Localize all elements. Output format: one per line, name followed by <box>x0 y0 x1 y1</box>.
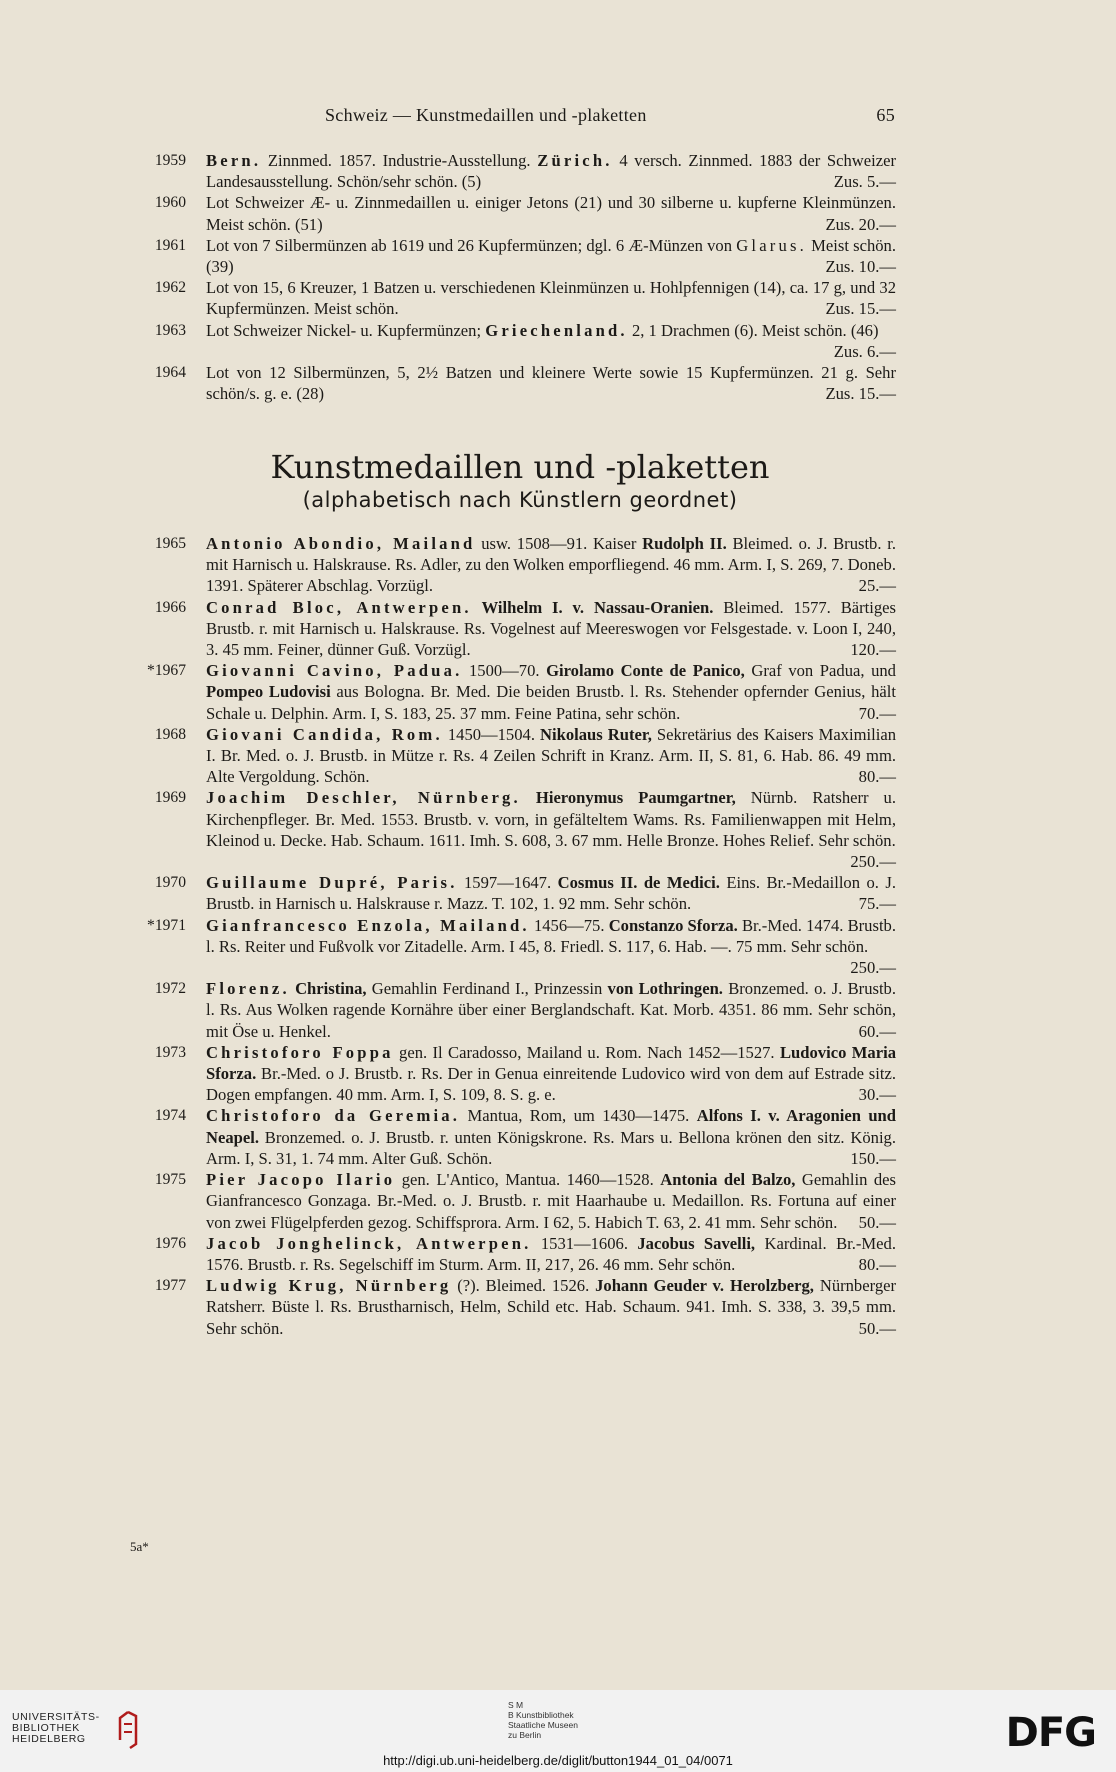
description-text: Bleimed. 1577. Bärtiges Brustb. r. mit Harnisch u. Halskrause. Rs. Vogelnest auf Meereswogen vor Felsgestade. v. Loon I, 240, 3. 45 mm. Feiner, dünner Guß. Vorzügl. <box>206 597 896 660</box>
lot-price: 50.— <box>858 1318 896 1338</box>
lot-description <box>206 362 896 404</box>
person-name: Jacobus Savelli, <box>637 1233 756 1253</box>
person-name: Christina, <box>295 979 367 999</box>
signature-mark: 5a* <box>130 1539 149 1554</box>
description-text: Lot Schweizer Nickel- u. Kupfermünzen; <box>206 320 486 340</box>
lot-price: 25.— <box>858 576 896 596</box>
artist-or-place: Antonio Abondio, Mailand <box>206 534 476 553</box>
lot-price: Zus. 20.— <box>825 214 896 234</box>
description-text: gen. L'Antico, Mantua. 1460—1528. <box>395 1170 661 1190</box>
lot-number: 1962 <box>154 279 186 297</box>
page-number: 65 <box>876 105 895 125</box>
description-text: (?). Bleimed. 1526. <box>451 1276 596 1296</box>
description-text: Kardinal. Br.-Med. 1576. Brustb. r. Rs. Segelschiff im Sturm. Arm. II, 217, 26. 46 mm. Sehr schön. <box>206 1233 896 1274</box>
lot-number: 1974 <box>154 1107 186 1125</box>
lot-price: 80.— <box>858 1254 896 1274</box>
description-text: 1597—1647. <box>457 873 558 893</box>
person-name: Ludovico Maria Sforza. <box>206 1042 896 1084</box>
university-mark-icon <box>116 1710 140 1750</box>
lot-description <box>206 978 896 1042</box>
artist-or-place: Ludwig Krug, Nürnberg <box>206 1276 452 1296</box>
section-title: Kunstmedaillen und -plaketten <box>270 448 770 486</box>
artist-or-place: Guillaume Dupré, Paris. <box>206 873 458 893</box>
lot-price: Zus. 6.— <box>833 341 896 361</box>
lot-price: 120.— <box>850 640 896 660</box>
artist-or-place: Christoforo Foppa <box>206 1042 394 1062</box>
page-header <box>140 105 895 129</box>
lot-entry <box>130 277 896 319</box>
lot-price: Zus. 15.— <box>825 299 896 319</box>
artist-or-place: Pier Jacopo Ilario <box>206 1170 396 1190</box>
description-text: Bronzemed. o. J. Brustb. l. Rs. Aus Wolken ragende Kornähre über einer Berglandschaft. Kat. Morb. 4351. 86 mm. Sehr schön, mit Öse u. Henkel. <box>206 979 897 1041</box>
description-text: Eins. Br.-Medaillon o. J. Brustb. in Harnisch u. Halskrause r. Mazz. T. 102, 1. 92 mm. Sehr schön. <box>206 873 896 914</box>
description-text: Lot von 15, 6 Kreuzer, 1 Batzen u. verschiedenen Kleinmünzen u. Hohlpfennigen (14), ca. 17 g, und 32 Kupfermünzen. Meist schön. <box>206 278 896 319</box>
person-name: Hieronymus Paumgartner, <box>535 788 736 808</box>
artist-or-place: Joachim Deschler, Nürnberg. <box>206 788 521 808</box>
artist-or-place: Bern. <box>206 151 262 170</box>
artist-or-place: Giovani Candida, Rom. <box>206 724 443 744</box>
description-text: Lot von 7 Silbermünzen ab 1619 und 26 Kupfermünzen; dgl. 6 Æ-Münzen von <box>206 235 737 255</box>
description-text: aus Bologna. Br. Med. Die beiden Brustb. l. Rs. Stehender opfernder Genius, hält Schale u. Delphin. Arm. I, S. 183, 25. 37 mm. Feine Patina, sehr schön. <box>206 682 897 723</box>
lot-description <box>206 1169 896 1233</box>
description-text: Meist schön. (39) <box>206 235 896 277</box>
lot-price: 80.— <box>858 767 896 787</box>
lot-description <box>206 150 896 192</box>
lot-price: 70.— <box>858 703 896 723</box>
lot-number: 1961 <box>154 236 186 254</box>
lot-number: 1965 <box>154 535 186 552</box>
lot-entry <box>130 150 896 192</box>
library-credit: S M B Kunstbibliothek Staatliche Museen zu Berlin <box>508 1700 578 1740</box>
description-text: 4 versch. Zinnmed. 1883 der Schweizer Landesausstellung. Schön/sehr schön. (5) <box>206 151 896 192</box>
lot-description <box>206 1233 896 1275</box>
lot-number: *1971 <box>147 916 186 934</box>
lot-entry <box>130 660 896 724</box>
lot-entry <box>130 320 896 362</box>
person-name: Wilhelm I. v. Nassau-Oranien. <box>481 597 714 617</box>
description-text: Bronzemed. o. J. Brustb. r. unten Königskrone. Rs. Mars u. Bellona krönen den sitz. König. Arm. I, S. 31, 1. 74 mm. Alter Guß. Schön. <box>206 1127 896 1168</box>
digitization-footer <box>0 1690 1116 1772</box>
lot-price: Zus. 10.— <box>825 257 896 277</box>
lot-number: 1959 <box>154 152 186 169</box>
description-text: Graf von Padua, und <box>744 661 896 681</box>
lot-number: 1968 <box>154 725 186 743</box>
description-text: 1500—70. <box>462 661 547 681</box>
description-text: Mantua, Rom, um 1430—1475. <box>460 1106 697 1126</box>
lot-price: 50.— <box>858 1212 896 1232</box>
person-name: Constanzo Sforza. <box>608 915 738 935</box>
lot-entry <box>130 787 896 872</box>
lot-number: 1964 <box>154 364 186 382</box>
description-text: 1456—75. <box>529 915 609 935</box>
lot-entry <box>130 1105 896 1169</box>
dfg-logo[interactable]: DFG <box>1005 1710 1096 1756</box>
description-text: 2, 1 Drachmen (6). Meist schön. (46) <box>627 320 879 340</box>
lot-entry <box>130 362 896 404</box>
lot-entry <box>130 1042 896 1106</box>
lot-description <box>206 597 896 661</box>
lot-description <box>206 724 896 788</box>
lot-number: 1972 <box>154 980 186 998</box>
lot-entry <box>130 872 896 914</box>
artist-or-place: Griechenland. <box>485 320 628 340</box>
lot-price: 30.— <box>858 1085 896 1105</box>
description-text <box>472 598 482 617</box>
description-text: Zinnmed. 1857. Industrie-Ausstellung. <box>261 151 538 170</box>
lot-price: 60.— <box>858 1021 896 1041</box>
person-name: Rudolph II. <box>642 534 727 553</box>
description-text: Lot von 12 Silbermünzen, 5, 2½ Batzen und kleinere Werte sowie 15 Kupfermünzen. 21 g. Sehr schön/s. g. e. (28) <box>206 363 896 404</box>
lot-number: 1969 <box>154 789 186 807</box>
lot-price: 250.— <box>850 852 896 872</box>
university-name: UNIVERSITÄTS- BIBLIOTHEK HEIDELBERG <box>12 1711 100 1745</box>
lot-price: 75.— <box>858 894 896 914</box>
description-text: Gemahlin des Gianfrancesco Gonzaga. Br.-Med. o. J. Brustb. r. mit Haarhaube u. Medaillon. Rs. Fortuna auf einer von zwei Flügelpferden gezog. Schiffsprora. Arm. I 62, 5. Habich T. 63, 2. 41 mm. Sehr schön. <box>206 1170 896 1232</box>
description-text: usw. 1508—91. Kaiser <box>475 534 643 553</box>
lot-description <box>206 1275 896 1339</box>
lot-number: 1970 <box>154 874 186 892</box>
running-title: Schweiz — Kunstmedaillen und -plaketten <box>325 105 647 125</box>
lot-entry <box>130 1169 896 1233</box>
lot-description <box>206 787 896 872</box>
person-name: Nikolaus Ruter, <box>540 724 652 744</box>
lot-entry <box>130 1275 896 1339</box>
description-text <box>521 788 536 807</box>
artist-or-place: Giovanni Cavino, Padua. <box>206 661 463 681</box>
person-name: Pompeo Ludovisi <box>206 682 331 702</box>
person-name: Girolamo Conte de Panico, <box>546 661 745 681</box>
description-text: gen. Il Caradosso, Mailand u. Rom. Nach 1452—1527. <box>393 1042 780 1062</box>
lot-description <box>206 235 896 277</box>
lot-number: 1960 <box>154 194 186 212</box>
artist-or-place: Zürich. <box>537 151 613 170</box>
description-text: Gemahlin Ferdinand I., Prinzessin <box>366 979 608 999</box>
section-subtitle: (alphabetisch nach Künstlern geordnet) <box>302 488 738 512</box>
lot-price: 150.— <box>850 1148 896 1168</box>
artist-or-place: Christoforo da Geremia. <box>206 1106 461 1126</box>
person-name: Johann Geuder v. Herolzberg, <box>595 1276 814 1296</box>
lot-number: 1975 <box>154 1171 186 1189</box>
description-text: Nürnberger Ratsherr. Büste l. Rs. Brustharnisch, Helm, Schild etc. Hab. Schaum. 941. Imh. S. 338, 3. 39,5 mm. Sehr schön. <box>206 1276 897 1338</box>
lot-number: 1963 <box>154 321 186 339</box>
lot-price: 250.— <box>850 958 896 978</box>
lot-number: 1976 <box>154 1234 186 1252</box>
lot-description <box>206 320 896 362</box>
entries-top <box>130 150 896 404</box>
description-text: Br.-Med. o J. Brustb. r. Rs. Der in Genua einreitende Ludovico wird von dem auf Estrade sitz. Dogen empfangen. 40 mm. Arm. I, S. 109, 8. S. g. e. <box>206 1064 896 1105</box>
lot-number: 1973 <box>154 1043 186 1061</box>
university-logo[interactable] <box>12 1710 142 1756</box>
person-name: Alfons I. v. Aragonien und Neapel. <box>206 1106 897 1147</box>
lot-number: *1967 <box>147 662 186 680</box>
artist-or-place: Jacob Jonghelinck, Antwerpen. <box>206 1233 532 1253</box>
lot-entry <box>130 724 896 788</box>
lot-entry <box>130 597 896 661</box>
lot-description <box>206 915 896 979</box>
person-name: von Lothringen. <box>607 979 723 999</box>
description-text: Sekretärius des Kaisers Maximilian I. Br. Med. o. J. Brustb. in Mütze r. Rs. 4 Zeilen Schrift in Kranz. Arm. II, S. 81, 6. Hab. 86. 49 mm. Alte Vergoldung. Schön. <box>206 724 896 787</box>
lot-description <box>206 192 896 234</box>
description-text: Nürnb. Ratsherr u. Kirchenpfleger. Br. Med. 1553. Brustb. v. vorn, in gefälteltem Wams. Rs. Familienwappen mit Helm, Kleinod u. Decke. Hab. Schaum. 1611. Imh. S. 608, 3. 67 mm. Helle Bronze. Hohes Relief. Sehr schön. <box>206 788 896 850</box>
lot-description <box>206 660 896 724</box>
lot-description <box>206 1105 896 1169</box>
lot-price: Zus. 15.— <box>825 384 896 404</box>
lot-entry <box>130 533 896 597</box>
artist-or-place: Conrad Bloc, Antwerpen. <box>206 597 472 617</box>
permalink-url[interactable]: http://digi.ub.uni-heidelberg.de/diglit/button1944_01_04/0071 <box>383 1753 733 1768</box>
description-text: Br.-Med. 1474. Brustb. l. Rs. Reiter und Fußvolk vor Zitadelle. Arm. I 45, 8. Friedl. S. 117, 6. Hab. —. 75 mm. Sehr schön. <box>206 915 896 956</box>
lot-entry <box>130 978 896 1042</box>
lot-number: 1966 <box>154 598 186 616</box>
lot-price: Zus. 5.— <box>833 172 896 192</box>
lot-number: 1977 <box>154 1277 186 1295</box>
lot-entry <box>130 915 896 979</box>
artist-or-place: Florenz. <box>206 979 290 999</box>
entries-bottom <box>130 533 896 1339</box>
description-text: 1531—1606. <box>531 1233 638 1253</box>
description-text: Lot Schweizer Æ- u. Zinnmedaillen u. einiger Jetons (21) und 30 silberne u. kupferne Kleinmünzen. Meist schön. (51) <box>206 193 896 234</box>
lot-description <box>206 1042 896 1106</box>
artist-or-place: Gianfrancesco Enzola, Mailand. <box>206 915 530 935</box>
lot-entry <box>130 1233 896 1275</box>
lot-entry <box>130 235 896 277</box>
description-text: 1450—1504. <box>442 724 541 744</box>
description-text: Bleimed. o. J. Brustb. r. mit Harnisch u. Halskrause. Rs. Adler, zu den Wolken emporfliegend. 46 mm. Arm. I, S. 269, 7. Doneb. 1391. Späterer Abschlag. Vorzügl. <box>206 534 897 596</box>
lot-entry <box>130 192 896 234</box>
lot-description <box>206 277 896 319</box>
lot-description <box>206 533 896 597</box>
artist-or-place: Glarus. <box>736 235 807 255</box>
person-name: Cosmus II. de Medici. <box>557 873 720 893</box>
lot-description <box>206 872 896 914</box>
person-name: Antonia del Balzo, <box>660 1170 796 1190</box>
